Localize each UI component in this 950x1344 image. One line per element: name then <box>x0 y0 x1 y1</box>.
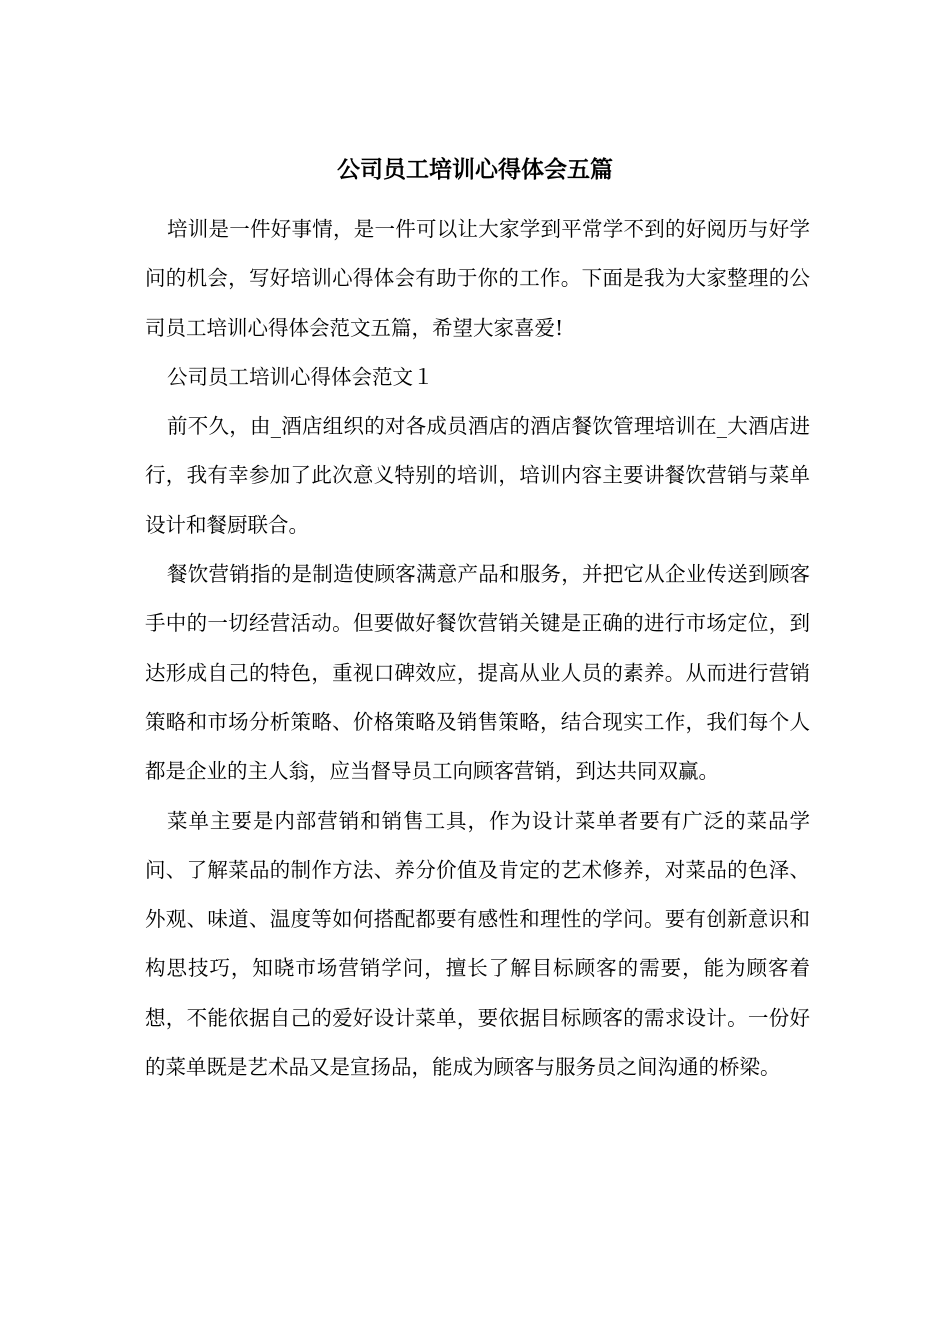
section-heading: 公司员工培训心得体会范文１ <box>167 364 434 389</box>
document-title: 公司员工培训心得体会五篇 <box>337 156 613 183</box>
intro-paragraph: 培训是一件好事情，是一件可以让大家学到平常学不到的好阅历与好学问的机会，写好培训心得体会有助于你的工作。下面是我为大家整理的公司员工培训心得体会范文五篇，希望大家喜爱! <box>145 217 810 340</box>
document-body <box>145 205 810 1092</box>
body-paragraph: 前不久，由_酒店组织的对各成员酒店的酒店餐饮管理培训在_大酒店进行，我有幸参加了此次意义特别的培训，培训内容主要讲餐饮营销与菜单设计和餐厨联合。 <box>145 414 810 537</box>
body-paragraph: 餐饮营销指的是制造使顾客满意产品和服务，并把它从企业传送到顾客手中的一切经营活动。但要做好餐饮营销关键是正确的进行市场定位，到达形成自己的特色，重视口碑效应，提高从业人员的素养。从而进行营销策略和市场分析策略、价格策略及销售策略，结合现实工作，我们每个人都是企业的主人翁，应当督导员工向顾客营销，到达共同双赢。 <box>145 562 810 784</box>
body-paragraph: 菜单主要是内部营销和销售工具，作为设计菜单者要有广泛的菜品学问、了解菜品的制作方法、养分价值及肯定的艺术修养，对菜品的色泽、外观、味道、温度等如何搭配都要有感性和理性的学问。要有创新意识和构思技巧，知晓市场营销学问，擅长了解目标顾客的需要，能为顾客着想，不能依据自己的爱好设计菜单，要依据目标顾客的需求设计。一份好的菜单既是艺术品又是宣扬品，能成为顾客与服务员之间沟通的桥梁。 <box>145 808 810 1080</box>
